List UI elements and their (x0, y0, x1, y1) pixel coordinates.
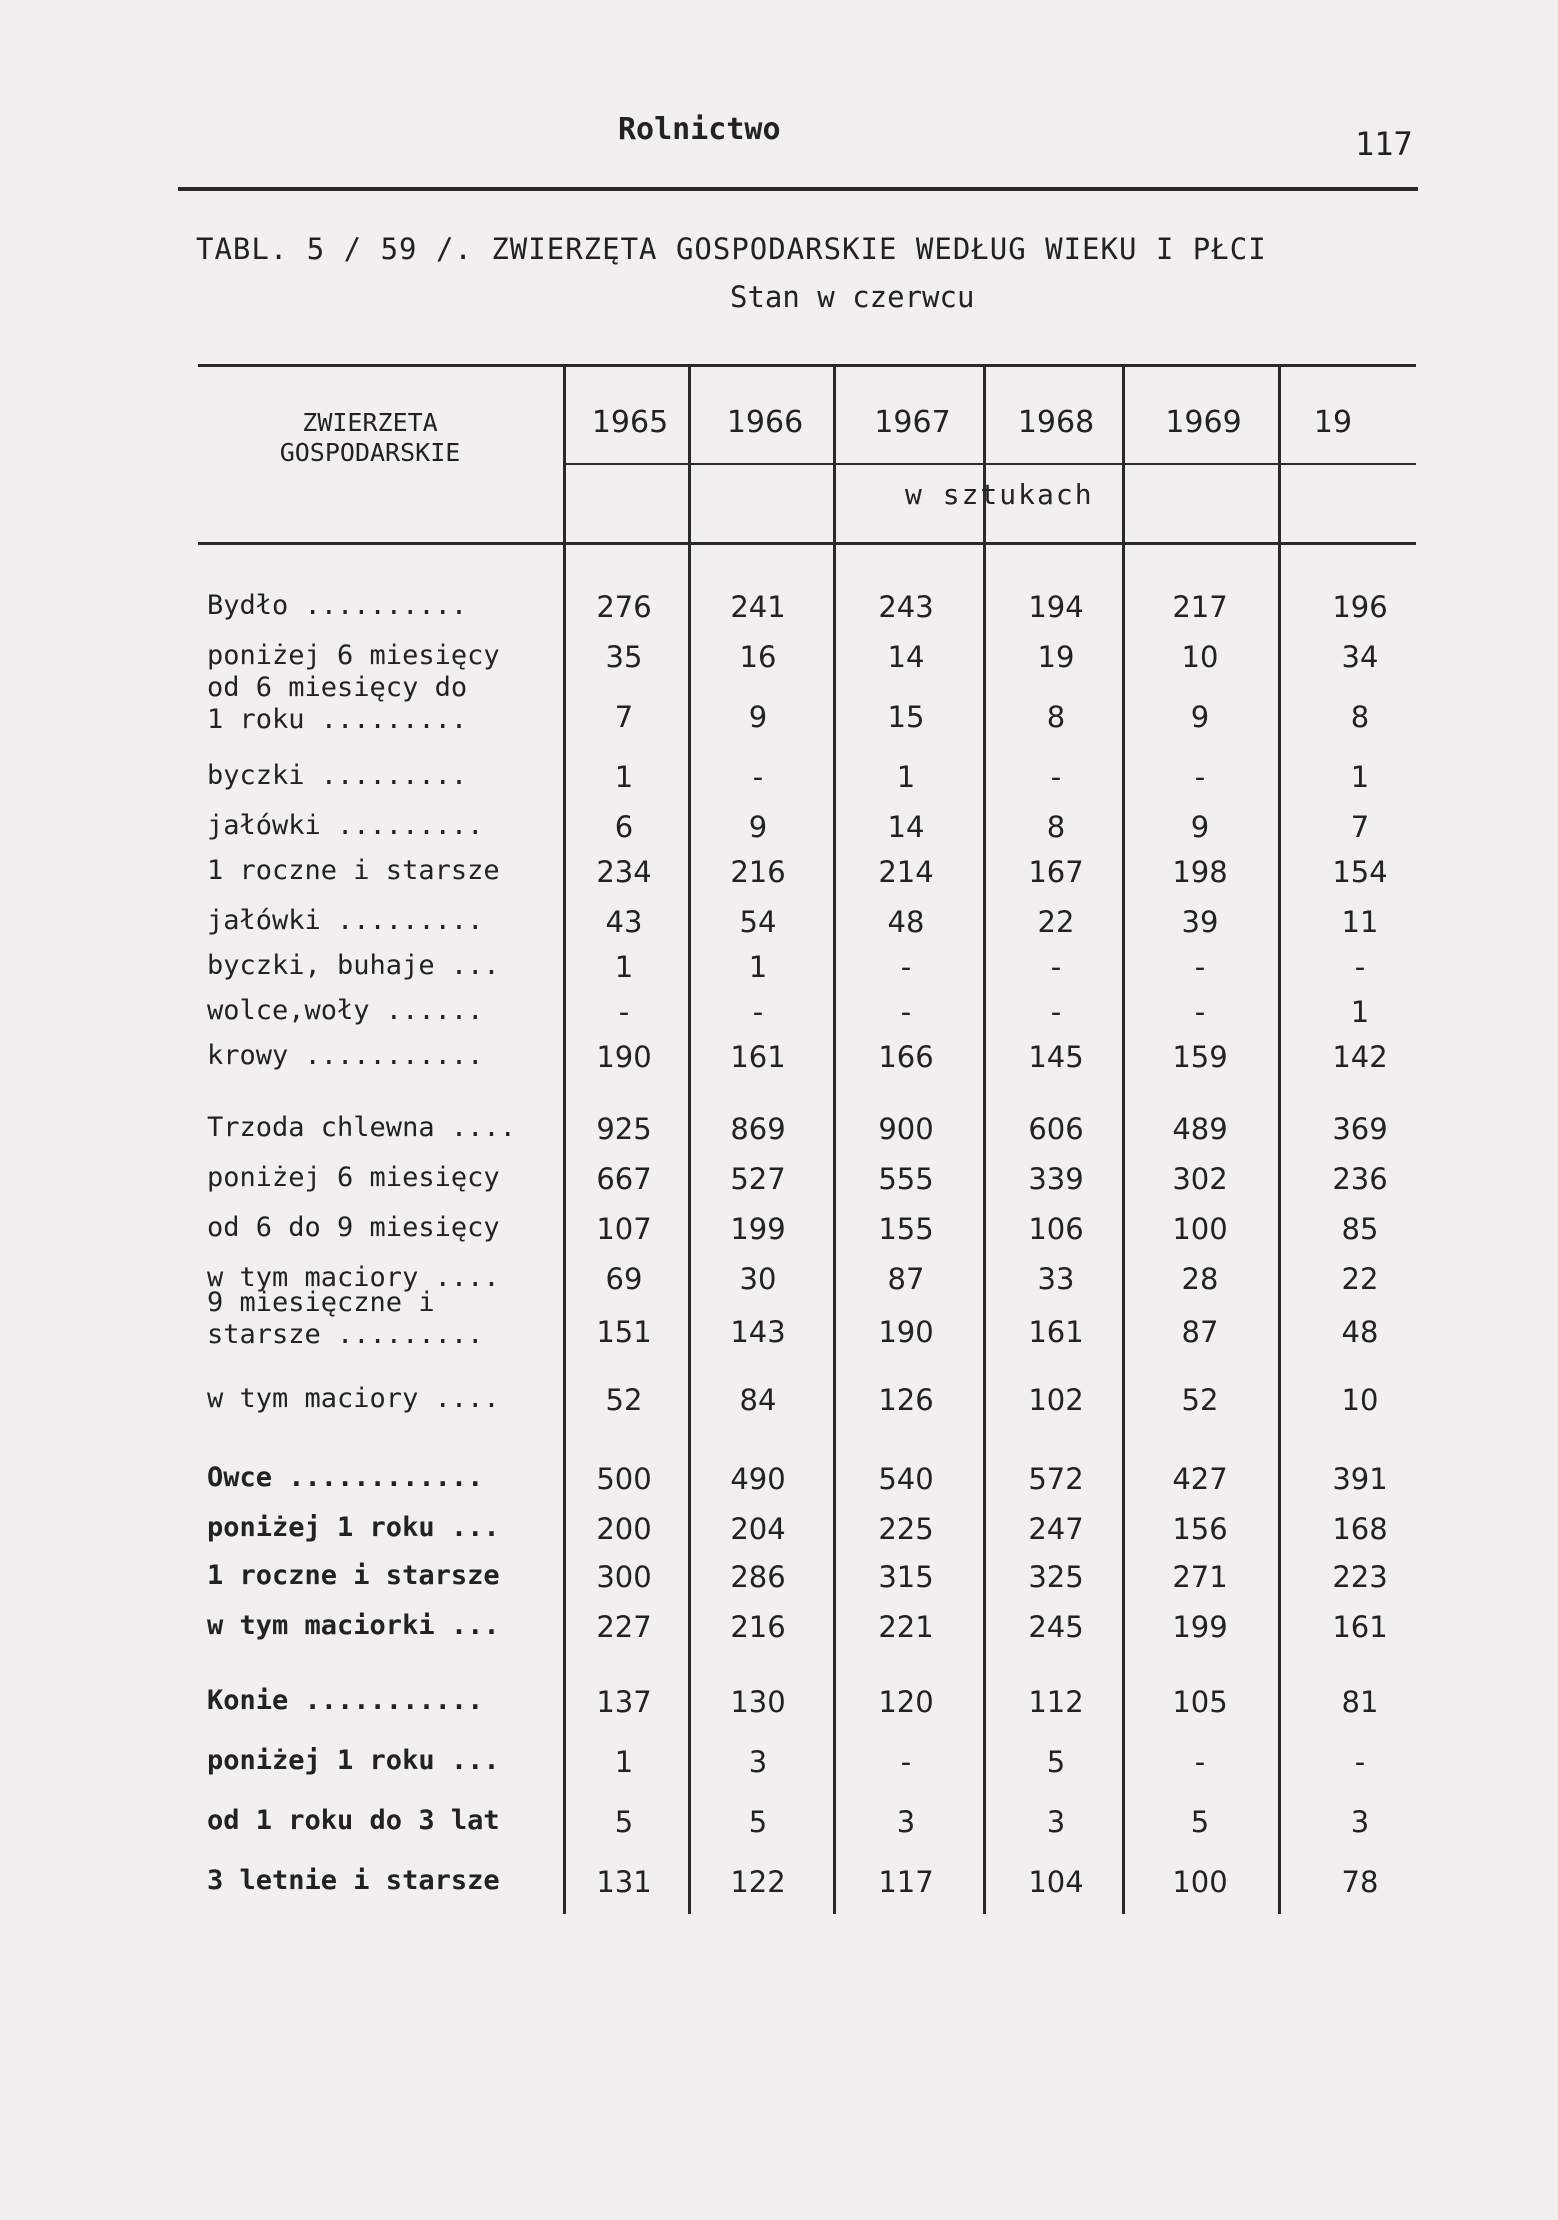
row-label: w tym maciorki ... (207, 1610, 500, 1641)
row-header-line-2: GOSPODARSKIE (279, 438, 461, 467)
table-cell: 34 (1341, 640, 1379, 674)
row-header-line-1: ZWIERZETA (302, 408, 438, 437)
year-row-rule (565, 463, 1416, 465)
table-cell: 900 (878, 1112, 934, 1146)
table-cell: 9 (1190, 810, 1210, 844)
table-cell: 9 (748, 810, 768, 844)
table-cell: 15 (887, 700, 925, 734)
table-cell: 1 (1350, 995, 1370, 1029)
table-cell: 234 (596, 855, 652, 889)
table-cell: 199 (730, 1212, 786, 1246)
row-label: poniżej 1 roku ... (207, 1512, 500, 1543)
table-cell: 245 (1028, 1610, 1084, 1644)
row-label: byczki ......... (207, 760, 468, 791)
table-cell: 106 (1028, 1212, 1084, 1246)
table-cell: 527 (730, 1162, 786, 1196)
table-cell: 48 (1341, 1315, 1379, 1349)
table-cell: 204 (730, 1512, 786, 1546)
column-divider (983, 364, 986, 1914)
table-cell: 540 (878, 1462, 934, 1496)
year-header: 1965 (591, 405, 669, 440)
table-cell: - (900, 950, 912, 984)
page-number: 117 (1355, 125, 1413, 163)
table-cell: 339 (1028, 1162, 1084, 1196)
table-cell: - (1050, 760, 1062, 794)
row-label: 1 roczne i starsze (207, 1560, 500, 1591)
header-bottom-rule (198, 542, 1416, 545)
table-cell: 131 (596, 1865, 652, 1899)
table-cell: 84 (739, 1383, 777, 1417)
table-cell: 102 (1028, 1383, 1084, 1417)
column-divider (1278, 364, 1281, 1914)
table-cell: 369 (1332, 1112, 1388, 1146)
table-cell: 112 (1028, 1685, 1084, 1719)
table-cell: 142 (1332, 1040, 1388, 1074)
table-cell: 14 (887, 810, 925, 844)
table-cell: 87 (1181, 1315, 1219, 1349)
table-cell: 100 (1172, 1212, 1228, 1246)
table-cell: 166 (878, 1040, 934, 1074)
table-cell: 120 (878, 1685, 934, 1719)
table-cell: 107 (596, 1212, 652, 1246)
table-cell: - (752, 995, 764, 1029)
table-cell: 161 (1332, 1610, 1388, 1644)
table-cell: 161 (1028, 1315, 1084, 1349)
table-cell: 104 (1028, 1865, 1084, 1899)
table-cell: 227 (596, 1610, 652, 1644)
table-cell: 30 (739, 1262, 777, 1296)
row-label: poniżej 6 miesięcy (207, 640, 500, 671)
table-cell: 325 (1028, 1560, 1084, 1594)
table-cell: 302 (1172, 1162, 1228, 1196)
table-cell: 6 (614, 810, 634, 844)
table-cell: 9 (748, 700, 768, 734)
table-cell: 3 (896, 1805, 916, 1839)
table-cell: 151 (596, 1315, 652, 1349)
table-title: TABL. 5 / 59 /. ZWIERZĘTA GOSPODARSKIE WEDŁUG WIEKU I PŁCI (196, 232, 1267, 266)
row-label: byczki, buhaje ... (207, 950, 500, 981)
table-cell: 216 (730, 855, 786, 889)
table-cell: 555 (878, 1162, 934, 1196)
table-cell: - (752, 760, 764, 794)
table-cell: 216 (730, 1610, 786, 1644)
table-cell: 225 (878, 1512, 934, 1546)
table-top-rule (198, 364, 1416, 367)
table-cell: 1 (614, 760, 634, 794)
table-cell: 7 (1350, 810, 1370, 844)
table-cell: 572 (1028, 1462, 1084, 1496)
table-cell: 130 (730, 1685, 786, 1719)
table-cell: 217 (1172, 590, 1228, 624)
row-label: Bydło .......... (207, 590, 468, 621)
row-label: 1 roczne i starsze (207, 855, 500, 886)
table-cell: 490 (730, 1462, 786, 1496)
row-label: od 6 miesięcy do 1 roku ......... (207, 672, 468, 735)
table-cell: 145 (1028, 1040, 1084, 1074)
table-cell: - (618, 995, 630, 1029)
table-cell: 14 (887, 640, 925, 674)
table-cell: 10 (1341, 1383, 1379, 1417)
table-cell: 1 (614, 1745, 634, 1779)
table-cell: 5 (1190, 1805, 1210, 1839)
table-cell: 199 (1172, 1610, 1228, 1644)
row-label: krowy ........... (207, 1040, 484, 1071)
table-cell: 606 (1028, 1112, 1084, 1146)
table-cell: 168 (1332, 1512, 1388, 1546)
table-cell: 194 (1028, 590, 1084, 624)
table-cell: 54 (739, 905, 777, 939)
table-cell: 8 (1046, 700, 1066, 734)
table-cell: 156 (1172, 1512, 1228, 1546)
table-cell: 52 (605, 1383, 643, 1417)
row-label: w tym maciory .... (207, 1262, 500, 1293)
column-divider (688, 364, 691, 1914)
table-cell: 236 (1332, 1162, 1388, 1196)
table-cell: 271 (1172, 1560, 1228, 1594)
row-label: wolce,woły ...... (207, 995, 484, 1026)
row-label: jałówki ......... (207, 810, 484, 841)
table-cell: 247 (1028, 1512, 1084, 1546)
table-cell: 221 (878, 1610, 934, 1644)
table-cell: 500 (596, 1462, 652, 1496)
table-cell: 9 (1190, 700, 1210, 734)
row-label: od 1 roku do 3 lat (207, 1805, 500, 1836)
table-cell: - (1050, 950, 1062, 984)
table-cell: 143 (730, 1315, 786, 1349)
table-cell: 7 (614, 700, 634, 734)
table-cell: 241 (730, 590, 786, 624)
year-header: 19 (1313, 405, 1353, 440)
table-cell: - (1194, 995, 1206, 1029)
table-cell: 200 (596, 1512, 652, 1546)
table-cell: 190 (596, 1040, 652, 1074)
table-cell: 11 (1341, 905, 1379, 939)
table-cell: 1 (1350, 760, 1370, 794)
table-cell: 39 (1181, 905, 1219, 939)
table-cell: - (1194, 1745, 1206, 1779)
section-title: Rolnictwo (618, 112, 781, 147)
table-cell: 52 (1181, 1383, 1219, 1417)
table-cell: 1 (748, 950, 768, 984)
unit-label: w sztukach (905, 478, 1094, 511)
table-cell: 22 (1341, 1262, 1379, 1296)
table-cell: 159 (1172, 1040, 1228, 1074)
table-cell: 190 (878, 1315, 934, 1349)
table-cell: 78 (1341, 1865, 1379, 1899)
table-cell: 122 (730, 1865, 786, 1899)
table-cell: 43 (605, 905, 643, 939)
row-label: Owce ............ (207, 1462, 484, 1493)
year-header: 1967 (874, 405, 951, 440)
table-cell: 391 (1332, 1462, 1388, 1496)
row-label: jałówki ......... (207, 905, 484, 936)
table-cell: 33 (1037, 1262, 1075, 1296)
table-cell: 196 (1332, 590, 1388, 624)
table-cell: 16 (739, 640, 777, 674)
table-cell: 28 (1181, 1262, 1219, 1296)
table-cell: 1 (614, 950, 634, 984)
table-cell: - (900, 995, 912, 1029)
row-label: poniżej 6 miesięcy (207, 1162, 500, 1193)
table-cell: 81 (1341, 1685, 1379, 1719)
table-cell: 8 (1046, 810, 1066, 844)
row-label: od 6 do 9 miesięcy (207, 1212, 500, 1243)
table-cell: 137 (596, 1685, 652, 1719)
column-divider (833, 364, 836, 1914)
table-cell: 100 (1172, 1865, 1228, 1899)
table-cell: 276 (596, 590, 652, 624)
table-cell: 489 (1172, 1112, 1228, 1146)
table-cell: 286 (730, 1560, 786, 1594)
table-cell: 5 (614, 1805, 634, 1839)
table-cell: 300 (596, 1560, 652, 1594)
table-cell: - (1354, 950, 1366, 984)
table-cell: 87 (887, 1262, 925, 1296)
row-label: poniżej 1 roku ... (207, 1745, 500, 1776)
table-cell: 154 (1332, 855, 1388, 889)
table-cell: 10 (1181, 640, 1219, 674)
row-label: 3 letnie i starsze (207, 1865, 500, 1896)
header-rule (178, 187, 1418, 191)
table-cell: 3 (1046, 1805, 1066, 1839)
table-cell: 8 (1350, 700, 1370, 734)
row-label: w tym maciory .... (207, 1383, 500, 1414)
table-cell: 69 (605, 1262, 643, 1296)
table-cell: 214 (878, 855, 934, 889)
table-cell: 155 (878, 1212, 934, 1246)
year-header: 1969 (1165, 405, 1242, 440)
table-cell: 19 (1037, 640, 1075, 674)
table-cell: 117 (878, 1865, 934, 1899)
table-cell: - (1050, 995, 1062, 1029)
table-cell: 105 (1172, 1685, 1228, 1719)
table-subtitle: Stan w czerwcu (730, 280, 975, 314)
table-cell: 167 (1028, 855, 1084, 889)
table-cell: 48 (887, 905, 925, 939)
table-cell: 5 (748, 1805, 768, 1839)
table-cell: 35 (605, 640, 643, 674)
table-cell: - (1354, 1745, 1366, 1779)
table-cell: 22 (1037, 905, 1075, 939)
table-cell: 667 (596, 1162, 652, 1196)
table-cell: - (1194, 950, 1206, 984)
row-label: Trzoda chlewna .... (207, 1112, 516, 1143)
year-header: 1966 (726, 405, 804, 440)
table-cell: 925 (596, 1112, 652, 1146)
table-cell: 161 (730, 1040, 786, 1074)
table-cell: 315 (878, 1560, 934, 1594)
year-header: 1968 (1017, 405, 1095, 440)
table-cell: 869 (730, 1112, 786, 1146)
table-cell: 126 (878, 1383, 934, 1417)
row-label: Konie ........... (207, 1685, 484, 1716)
table-cell: 243 (878, 590, 934, 624)
row-label: 9 miesięczne i starsze ......... (207, 1287, 484, 1350)
table-cell: - (1194, 760, 1206, 794)
table-cell: 223 (1332, 1560, 1388, 1594)
table-cell: 427 (1172, 1462, 1228, 1496)
table-cell: 3 (1350, 1805, 1370, 1839)
column-divider (1122, 364, 1125, 1914)
table-cell: 3 (748, 1745, 768, 1779)
table-cell: 5 (1046, 1745, 1066, 1779)
table-cell: - (900, 1745, 912, 1779)
table-cell: 85 (1341, 1212, 1379, 1246)
table-cell: 198 (1172, 855, 1228, 889)
table-cell: 1 (896, 760, 916, 794)
